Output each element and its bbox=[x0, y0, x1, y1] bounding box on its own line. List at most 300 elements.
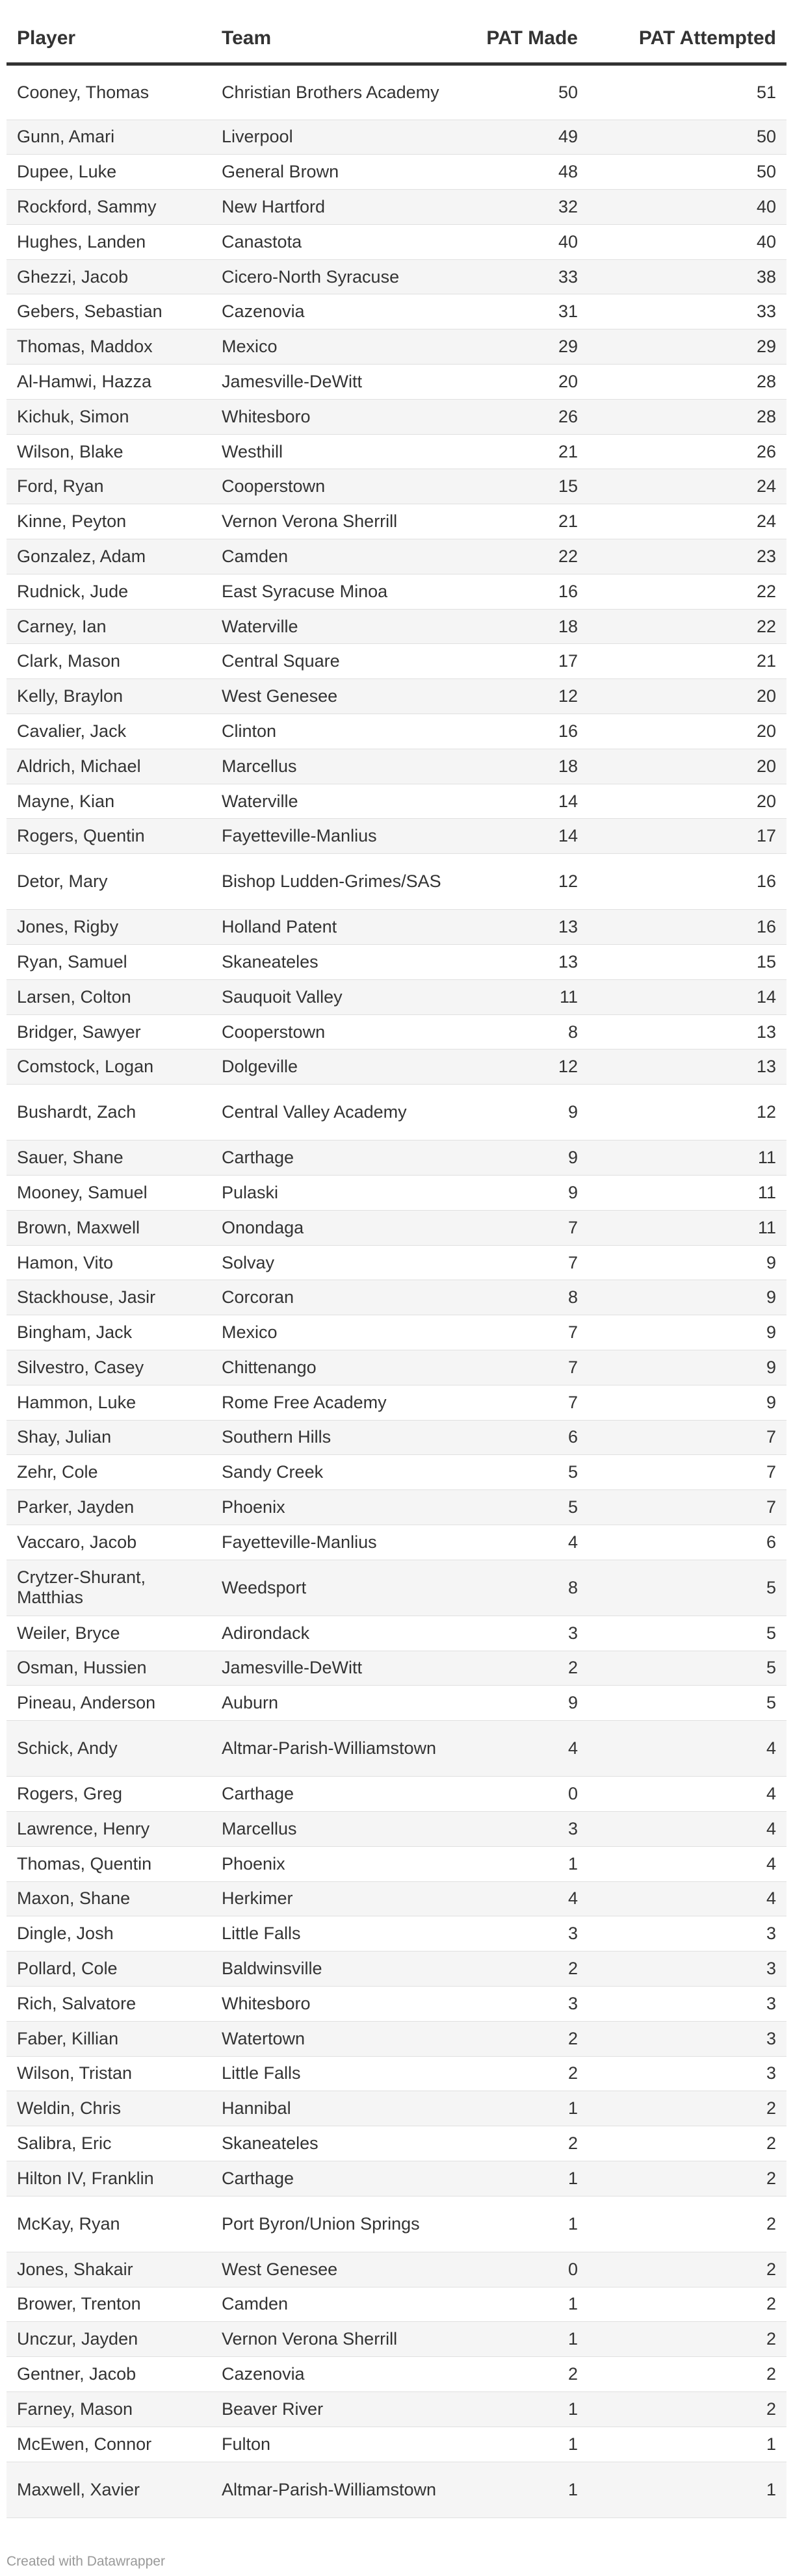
pat-attempted-cell: 1 bbox=[588, 2427, 786, 2462]
team-cell: Cazenovia bbox=[211, 2357, 452, 2392]
table-row bbox=[6, 1350, 786, 1385]
team-cell: Altmar-Parish-Williamstown bbox=[211, 1721, 452, 1777]
team-cell: Mexico bbox=[211, 329, 452, 365]
pat-attempted-cell: 4 bbox=[588, 1881, 786, 1916]
pat-made-cell: 7 bbox=[452, 1385, 588, 1420]
pat-made-cell: 48 bbox=[452, 155, 588, 190]
pat-attempted-cell: 13 bbox=[588, 1014, 786, 1050]
team-cell: Altmar-Parish-Williamstown bbox=[211, 2462, 452, 2518]
pat-attempted-cell: 9 bbox=[588, 1280, 786, 1315]
pat-attempted-cell: 9 bbox=[588, 1315, 786, 1350]
pat-attempted-cell: 22 bbox=[588, 574, 786, 609]
pat-made-cell: 22 bbox=[452, 539, 588, 574]
team-cell: Phoenix bbox=[211, 1490, 452, 1525]
team-cell: Bishop Ludden-Grimes/SAS bbox=[211, 854, 452, 910]
pat-made-cell: 40 bbox=[452, 224, 588, 259]
pat-made-cell: 1 bbox=[452, 2322, 588, 2357]
column-header-team[interactable]: Team bbox=[211, 14, 452, 64]
pat-attempted-cell: 20 bbox=[588, 679, 786, 714]
table-row bbox=[6, 1811, 786, 1846]
team-cell: Dolgeville bbox=[211, 1050, 452, 1085]
team-cell: Jamesville-DeWitt bbox=[211, 1651, 452, 1686]
datawrapper-credit[interactable]: Created with Datawrapper bbox=[6, 2554, 165, 2569]
table-row bbox=[6, 1721, 786, 1777]
pat-attempted-cell: 7 bbox=[588, 1490, 786, 1525]
pat-attempted-cell: 15 bbox=[588, 945, 786, 980]
table-row bbox=[6, 1245, 786, 1280]
team-cell: Westhill bbox=[211, 434, 452, 469]
pat-attempted-cell: 21 bbox=[588, 644, 786, 679]
team-cell: Baldwinsville bbox=[211, 1951, 452, 1987]
pat-attempted-cell: 14 bbox=[588, 979, 786, 1014]
pat-attempted-cell: 4 bbox=[588, 1846, 786, 1881]
team-cell: Sauquoit Valley bbox=[211, 979, 452, 1014]
team-cell: Hannibal bbox=[211, 2091, 452, 2126]
pat-attempted-cell: 4 bbox=[588, 1777, 786, 1812]
pat-attempted-cell: 3 bbox=[588, 1951, 786, 1987]
table-row bbox=[6, 1176, 786, 1211]
pat-attempted-cell: 2 bbox=[588, 2126, 786, 2161]
player-cell: Mooney, Samuel bbox=[6, 1176, 211, 1211]
table-row bbox=[6, 1560, 786, 1616]
player-cell: Ghezzi, Jacob bbox=[6, 259, 211, 294]
pat-made-cell: 1 bbox=[452, 2196, 588, 2252]
table-body bbox=[6, 64, 786, 2518]
table-header bbox=[6, 14, 786, 64]
team-cell: Whitesboro bbox=[211, 399, 452, 434]
pat-attempted-cell: 17 bbox=[588, 819, 786, 854]
table-row bbox=[6, 1525, 786, 1560]
pat-made-cell: 12 bbox=[452, 1050, 588, 1085]
table-row bbox=[6, 155, 786, 190]
pat-attempted-cell: 9 bbox=[588, 1385, 786, 1420]
pat-made-cell: 3 bbox=[452, 1986, 588, 2021]
player-cell: Carney, Ian bbox=[6, 609, 211, 644]
pat-made-cell: 2 bbox=[452, 2357, 588, 2392]
table-row bbox=[6, 1315, 786, 1350]
pat-made-cell: 1 bbox=[452, 2427, 588, 2462]
table-row bbox=[6, 2322, 786, 2357]
table-row bbox=[6, 259, 786, 294]
table-row bbox=[6, 714, 786, 749]
pat-made-cell: 8 bbox=[452, 1014, 588, 1050]
team-cell: Carthage bbox=[211, 1777, 452, 1812]
table-row bbox=[6, 2161, 786, 2196]
player-cell: Rockford, Sammy bbox=[6, 190, 211, 225]
pat-attempted-cell: 24 bbox=[588, 469, 786, 504]
table-row bbox=[6, 1616, 786, 1651]
team-cell: Little Falls bbox=[211, 1916, 452, 1951]
player-cell: Salibra, Eric bbox=[6, 2126, 211, 2161]
player-cell: Brower, Trenton bbox=[6, 2287, 211, 2322]
player-cell: Bingham, Jack bbox=[6, 1315, 211, 1350]
team-cell: Waterville bbox=[211, 784, 452, 819]
team-cell: Vernon Verona Sherrill bbox=[211, 504, 452, 539]
pat-made-cell: 49 bbox=[452, 120, 588, 155]
player-cell: Farney, Mason bbox=[6, 2391, 211, 2427]
player-cell: Aldrich, Michael bbox=[6, 749, 211, 784]
team-cell: Central Valley Academy bbox=[211, 1085, 452, 1140]
pat-made-cell: 3 bbox=[452, 1916, 588, 1951]
team-cell: Skaneateles bbox=[211, 2126, 452, 2161]
pat-made-cell: 2 bbox=[452, 2021, 588, 2056]
pat-attempted-cell: 5 bbox=[588, 1686, 786, 1721]
team-cell: Rome Free Academy bbox=[211, 1385, 452, 1420]
table-row bbox=[6, 2091, 786, 2126]
pat-made-cell: 2 bbox=[452, 1951, 588, 1987]
pat-attempted-cell: 7 bbox=[588, 1420, 786, 1455]
pat-attempted-cell: 4 bbox=[588, 1811, 786, 1846]
team-cell: Fayetteville-Manlius bbox=[211, 1525, 452, 1560]
player-cell: Rich, Salvatore bbox=[6, 1986, 211, 2021]
table-row bbox=[6, 1385, 786, 1420]
column-header-pat-attempted[interactable]: PAT Attempted bbox=[588, 14, 786, 64]
player-cell: Kinne, Peyton bbox=[6, 504, 211, 539]
pat-made-cell: 29 bbox=[452, 329, 588, 365]
pat-made-cell: 14 bbox=[452, 819, 588, 854]
player-cell: Hughes, Landen bbox=[6, 224, 211, 259]
pat-made-cell: 26 bbox=[452, 399, 588, 434]
pat-made-cell: 2 bbox=[452, 1651, 588, 1686]
pat-attempted-cell: 28 bbox=[588, 365, 786, 400]
team-cell: Waterville bbox=[211, 609, 452, 644]
pat-attempted-cell: 20 bbox=[588, 714, 786, 749]
player-cell: Jones, Rigby bbox=[6, 910, 211, 945]
pat-made-cell: 13 bbox=[452, 945, 588, 980]
table-row bbox=[6, 679, 786, 714]
table-row bbox=[6, 1651, 786, 1686]
table-row bbox=[6, 2357, 786, 2392]
pat-made-cell: 5 bbox=[452, 1490, 588, 1525]
pat-attempted-cell: 5 bbox=[588, 1560, 786, 1616]
player-cell: Stackhouse, Jasir bbox=[6, 1280, 211, 1315]
pat-attempted-cell: 29 bbox=[588, 329, 786, 365]
table-row bbox=[6, 1846, 786, 1881]
player-cell: Weldin, Chris bbox=[6, 2091, 211, 2126]
pat-attempted-cell: 16 bbox=[588, 854, 786, 910]
pat-made-cell: 31 bbox=[452, 294, 588, 329]
table-row bbox=[6, 1916, 786, 1951]
player-cell: Mayne, Kian bbox=[6, 784, 211, 819]
pat-attempted-cell: 50 bbox=[588, 155, 786, 190]
pat-stats-table bbox=[6, 14, 786, 2518]
table-row bbox=[6, 190, 786, 225]
team-cell: Skaneateles bbox=[211, 945, 452, 980]
pat-made-cell: 3 bbox=[452, 1811, 588, 1846]
pat-made-cell: 1 bbox=[452, 2287, 588, 2322]
pat-made-cell: 6 bbox=[452, 1420, 588, 1455]
pat-made-cell: 1 bbox=[452, 2391, 588, 2427]
player-cell: Gonzalez, Adam bbox=[6, 539, 211, 574]
pat-made-cell: 7 bbox=[452, 1350, 588, 1385]
team-cell: Little Falls bbox=[211, 2056, 452, 2091]
pat-made-cell: 7 bbox=[452, 1315, 588, 1350]
team-cell: New Hartford bbox=[211, 190, 452, 225]
team-cell: General Brown bbox=[211, 155, 452, 190]
table-row bbox=[6, 120, 786, 155]
player-cell: Kelly, Braylon bbox=[6, 679, 211, 714]
team-cell: Cazenovia bbox=[211, 294, 452, 329]
pat-attempted-cell: 3 bbox=[588, 2021, 786, 2056]
column-header-player[interactable]: Player bbox=[6, 14, 211, 64]
pat-attempted-cell: 22 bbox=[588, 609, 786, 644]
player-cell: Pollard, Cole bbox=[6, 1951, 211, 1987]
pat-made-cell: 21 bbox=[452, 434, 588, 469]
player-cell: Gebers, Sebastian bbox=[6, 294, 211, 329]
player-cell: Maxwell, Xavier bbox=[6, 2462, 211, 2518]
team-cell: Canastota bbox=[211, 224, 452, 259]
player-cell: Crytzer-Shurant, Matthias bbox=[6, 1560, 211, 1616]
pat-made-cell: 4 bbox=[452, 1881, 588, 1916]
team-cell: Carthage bbox=[211, 1140, 452, 1176]
team-cell: Beaver River bbox=[211, 2391, 452, 2427]
pat-attempted-cell: 11 bbox=[588, 1140, 786, 1176]
team-cell: Marcellus bbox=[211, 1811, 452, 1846]
table-row bbox=[6, 1986, 786, 2021]
pat-attempted-cell: 9 bbox=[588, 1245, 786, 1280]
table-row bbox=[6, 609, 786, 644]
player-cell: Gentner, Jacob bbox=[6, 2357, 211, 2392]
player-cell: Zehr, Cole bbox=[6, 1455, 211, 1490]
pat-attempted-cell: 13 bbox=[588, 1050, 786, 1085]
pat-attempted-cell: 2 bbox=[588, 2091, 786, 2126]
pat-made-cell: 4 bbox=[452, 1721, 588, 1777]
pat-attempted-cell: 2 bbox=[588, 2252, 786, 2287]
table-row bbox=[6, 1210, 786, 1245]
player-cell: Dingle, Josh bbox=[6, 1916, 211, 1951]
pat-made-cell: 9 bbox=[452, 1085, 588, 1140]
table-row bbox=[6, 1085, 786, 1140]
player-cell: Dupee, Luke bbox=[6, 155, 211, 190]
team-cell: Phoenix bbox=[211, 1846, 452, 1881]
pat-attempted-cell: 23 bbox=[588, 539, 786, 574]
pat-attempted-cell: 50 bbox=[588, 120, 786, 155]
pat-attempted-cell: 7 bbox=[588, 1455, 786, 1490]
player-cell: Hammon, Luke bbox=[6, 1385, 211, 1420]
pat-made-cell: 18 bbox=[452, 749, 588, 784]
table-row bbox=[6, 1050, 786, 1085]
team-cell: Vernon Verona Sherrill bbox=[211, 2322, 452, 2357]
table-row bbox=[6, 1280, 786, 1315]
team-cell: Cicero-North Syracuse bbox=[211, 259, 452, 294]
player-cell: McKay, Ryan bbox=[6, 2196, 211, 2252]
table-row bbox=[6, 1777, 786, 1812]
pat-attempted-cell: 2 bbox=[588, 2357, 786, 2392]
table-row bbox=[6, 2287, 786, 2322]
column-header-pat-made[interactable]: PAT Made bbox=[452, 14, 588, 64]
team-cell: Cooperstown bbox=[211, 469, 452, 504]
player-cell: Pineau, Anderson bbox=[6, 1686, 211, 1721]
pat-made-cell: 18 bbox=[452, 609, 588, 644]
pat-attempted-cell: 40 bbox=[588, 190, 786, 225]
player-cell: Bridger, Sawyer bbox=[6, 1014, 211, 1050]
pat-made-cell: 7 bbox=[452, 1210, 588, 1245]
player-cell: Jones, Shakair bbox=[6, 2252, 211, 2287]
player-cell: Hamon, Vito bbox=[6, 1245, 211, 1280]
pat-attempted-cell: 2 bbox=[588, 2322, 786, 2357]
player-cell: Ford, Ryan bbox=[6, 469, 211, 504]
table-row bbox=[6, 294, 786, 329]
pat-attempted-cell: 51 bbox=[588, 64, 786, 120]
pat-made-cell: 20 bbox=[452, 365, 588, 400]
player-cell: Parker, Jayden bbox=[6, 1490, 211, 1525]
table-row bbox=[6, 1140, 786, 1176]
pat-attempted-cell: 20 bbox=[588, 784, 786, 819]
pat-made-cell: 12 bbox=[452, 854, 588, 910]
pat-attempted-cell: 28 bbox=[588, 399, 786, 434]
table-row bbox=[6, 399, 786, 434]
team-cell: Carthage bbox=[211, 2161, 452, 2196]
pat-attempted-cell: 9 bbox=[588, 1350, 786, 1385]
team-cell: Camden bbox=[211, 539, 452, 574]
player-cell: Kichuk, Simon bbox=[6, 399, 211, 434]
pat-made-cell: 1 bbox=[452, 2161, 588, 2196]
team-cell: Auburn bbox=[211, 1686, 452, 1721]
table-row bbox=[6, 539, 786, 574]
team-cell: West Genesee bbox=[211, 2252, 452, 2287]
pat-attempted-cell: 26 bbox=[588, 434, 786, 469]
pat-attempted-cell: 3 bbox=[588, 1986, 786, 2021]
table-row bbox=[6, 574, 786, 609]
player-cell: Cavalier, Jack bbox=[6, 714, 211, 749]
pat-made-cell: 8 bbox=[452, 1280, 588, 1315]
pat-made-cell: 9 bbox=[452, 1176, 588, 1211]
pat-made-cell: 1 bbox=[452, 2091, 588, 2126]
pat-made-cell: 12 bbox=[452, 679, 588, 714]
pat-attempted-cell: 20 bbox=[588, 749, 786, 784]
player-cell: Osman, Hussien bbox=[6, 1651, 211, 1686]
pat-made-cell: 14 bbox=[452, 784, 588, 819]
pat-made-cell: 16 bbox=[452, 574, 588, 609]
pat-made-cell: 2 bbox=[452, 2056, 588, 2091]
player-cell: Schick, Andy bbox=[6, 1721, 211, 1777]
player-cell: Shay, Julian bbox=[6, 1420, 211, 1455]
pat-attempted-cell: 2 bbox=[588, 2196, 786, 2252]
table-row bbox=[6, 504, 786, 539]
table-row bbox=[6, 749, 786, 784]
pat-made-cell: 50 bbox=[452, 64, 588, 120]
table-row bbox=[6, 2021, 786, 2056]
header-row bbox=[6, 14, 786, 64]
pat-made-cell: 0 bbox=[452, 1777, 588, 1812]
table-row bbox=[6, 1951, 786, 1987]
pat-attempted-cell: 40 bbox=[588, 224, 786, 259]
table-row bbox=[6, 2391, 786, 2427]
player-cell: Brown, Maxwell bbox=[6, 1210, 211, 1245]
team-cell: Mexico bbox=[211, 1315, 452, 1350]
table-row bbox=[6, 979, 786, 1014]
pat-made-cell: 33 bbox=[452, 259, 588, 294]
pat-made-cell: 0 bbox=[452, 2252, 588, 2287]
player-cell: Ryan, Samuel bbox=[6, 945, 211, 980]
table-row bbox=[6, 2462, 786, 2518]
pat-made-cell: 2 bbox=[452, 2126, 588, 2161]
team-cell: Onondaga bbox=[211, 1210, 452, 1245]
table-row bbox=[6, 64, 786, 120]
pat-attempted-cell: 16 bbox=[588, 910, 786, 945]
pat-made-cell: 13 bbox=[452, 910, 588, 945]
pat-attempted-cell: 3 bbox=[588, 1916, 786, 1951]
player-cell: Vaccaro, Jacob bbox=[6, 1525, 211, 1560]
pat-attempted-cell: 6 bbox=[588, 1525, 786, 1560]
player-cell: Lawrence, Henry bbox=[6, 1811, 211, 1846]
table-row bbox=[6, 2427, 786, 2462]
player-cell: Rogers, Quentin bbox=[6, 819, 211, 854]
pat-made-cell: 1 bbox=[452, 2462, 588, 2518]
team-cell: Fulton bbox=[211, 2427, 452, 2462]
table-row bbox=[6, 945, 786, 980]
pat-attempted-cell: 2 bbox=[588, 2161, 786, 2196]
table-row bbox=[6, 1455, 786, 1490]
pat-attempted-cell: 5 bbox=[588, 1651, 786, 1686]
player-cell: Detor, Mary bbox=[6, 854, 211, 910]
pat-attempted-cell: 12 bbox=[588, 1085, 786, 1140]
table-row bbox=[6, 1686, 786, 1721]
player-cell: Wilson, Blake bbox=[6, 434, 211, 469]
pat-made-cell: 9 bbox=[452, 1686, 588, 1721]
player-cell: Wilson, Tristan bbox=[6, 2056, 211, 2091]
table-row bbox=[6, 819, 786, 854]
team-cell: Christian Brothers Academy bbox=[211, 64, 452, 120]
table-row bbox=[6, 1881, 786, 1916]
table-row bbox=[6, 1420, 786, 1455]
pat-made-cell: 3 bbox=[452, 1616, 588, 1651]
pat-made-cell: 8 bbox=[452, 1560, 588, 1616]
player-cell: Sauer, Shane bbox=[6, 1140, 211, 1176]
team-cell: East Syracuse Minoa bbox=[211, 574, 452, 609]
team-cell: Holland Patent bbox=[211, 910, 452, 945]
pat-attempted-cell: 24 bbox=[588, 504, 786, 539]
pat-made-cell: 17 bbox=[452, 644, 588, 679]
pat-attempted-cell: 33 bbox=[588, 294, 786, 329]
team-cell: Corcoran bbox=[211, 1280, 452, 1315]
team-cell: Herkimer bbox=[211, 1881, 452, 1916]
pat-made-cell: 16 bbox=[452, 714, 588, 749]
team-cell: Sandy Creek bbox=[211, 1455, 452, 1490]
team-cell: Pulaski bbox=[211, 1176, 452, 1211]
team-cell: Liverpool bbox=[211, 120, 452, 155]
pat-made-cell: 7 bbox=[452, 1245, 588, 1280]
player-cell: Clark, Mason bbox=[6, 644, 211, 679]
player-cell: Thomas, Maddox bbox=[6, 329, 211, 365]
team-cell: Jamesville-DeWitt bbox=[211, 365, 452, 400]
player-cell: Larsen, Colton bbox=[6, 979, 211, 1014]
table-row bbox=[6, 854, 786, 910]
team-cell: Clinton bbox=[211, 714, 452, 749]
table-row bbox=[6, 784, 786, 819]
team-cell: Watertown bbox=[211, 2021, 452, 2056]
table-row bbox=[6, 2056, 786, 2091]
table-row bbox=[6, 2252, 786, 2287]
player-cell: Maxon, Shane bbox=[6, 1881, 211, 1916]
pat-attempted-cell: 4 bbox=[588, 1721, 786, 1777]
table-row bbox=[6, 2196, 786, 2252]
pat-attempted-cell: 11 bbox=[588, 1210, 786, 1245]
pat-attempted-cell: 2 bbox=[588, 2391, 786, 2427]
table-row bbox=[6, 1014, 786, 1050]
player-cell: Faber, Killian bbox=[6, 2021, 211, 2056]
team-cell: Solvay bbox=[211, 1245, 452, 1280]
team-cell: Marcellus bbox=[211, 749, 452, 784]
player-cell: Rogers, Greg bbox=[6, 1777, 211, 1812]
pat-made-cell: 15 bbox=[452, 469, 588, 504]
team-cell: Southern Hills bbox=[211, 1420, 452, 1455]
player-cell: Gunn, Amari bbox=[6, 120, 211, 155]
team-cell: Fayetteville-Manlius bbox=[211, 819, 452, 854]
player-cell: Al-Hamwi, Hazza bbox=[6, 365, 211, 400]
pat-attempted-cell: 2 bbox=[588, 2287, 786, 2322]
player-cell: Weiler, Bryce bbox=[6, 1616, 211, 1651]
